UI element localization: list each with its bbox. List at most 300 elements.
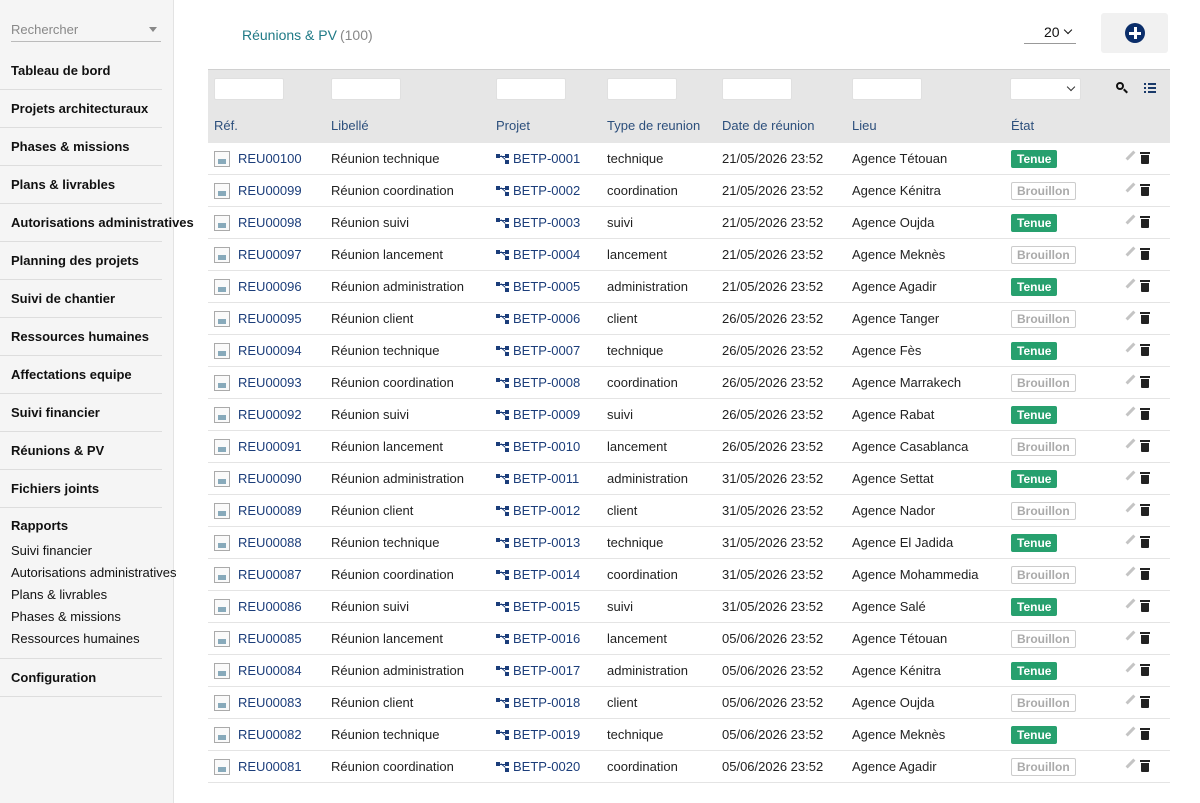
sidebar-item-tableau-de-bord[interactable]: Tableau de bord: [0, 52, 162, 90]
image-placeholder-icon: [214, 695, 230, 711]
image-placeholder-icon: [214, 439, 230, 455]
project-link[interactable]: [496, 623, 580, 654]
project-tree-icon: [496, 282, 509, 292]
type-cell: client: [607, 311, 638, 326]
table-row[interactable]: [208, 751, 1170, 783]
sidebar-item-planning-des-projets[interactable]: Planning des projets: [0, 242, 162, 280]
project-code[interactable]: BETP-0010: [513, 439, 581, 454]
project-code[interactable]: BETP-0004: [513, 247, 581, 262]
libelle-cell: Réunion coordination: [331, 759, 454, 774]
project-link[interactable]: [496, 271, 580, 302]
table-header: [208, 69, 1170, 143]
ref-link[interactable]: REU00100: [238, 151, 302, 166]
project-code[interactable]: BETP-0003: [513, 215, 581, 230]
pencil-icon[interactable]: [1126, 503, 1136, 513]
project-tree-icon: [496, 154, 509, 164]
libelle-cell: Réunion suivi: [331, 599, 410, 614]
status-badge: Tenue: [1011, 598, 1057, 616]
project-code[interactable]: BETP-0012: [513, 503, 581, 518]
pencil-icon[interactable]: [1126, 183, 1136, 193]
table-row[interactable]: [208, 495, 1170, 527]
project-link[interactable]: [496, 527, 580, 558]
project-tree-icon: [496, 218, 509, 228]
ref-link[interactable]: REU00093: [238, 375, 302, 390]
filter-projet[interactable]: [496, 78, 566, 100]
type-cell: technique: [607, 535, 664, 550]
table-row[interactable]: [208, 431, 1170, 463]
ref-link[interactable]: REU00083: [238, 695, 302, 710]
table-row[interactable]: [208, 143, 1170, 175]
lieu-cell: Agence Tanger: [852, 311, 940, 326]
lieu-cell: Agence Agadir: [852, 279, 937, 294]
table-row[interactable]: [208, 527, 1170, 559]
libelle-cell: Réunion client: [331, 695, 414, 710]
project-code[interactable]: BETP-0011: [513, 471, 580, 486]
date-cell: 05/06/2026 23:52: [722, 663, 824, 678]
project-link[interactable]: [496, 463, 579, 494]
type-cell: technique: [607, 343, 664, 358]
project-code[interactable]: BETP-0014: [513, 567, 581, 582]
sidebar-item-suivi-de-chantier[interactable]: Suivi de chantier: [0, 280, 162, 318]
ref-link[interactable]: REU00091: [238, 439, 302, 454]
trash-icon[interactable]: [1140, 376, 1150, 388]
project-tree-icon: [496, 730, 509, 740]
trash-icon[interactable]: [1140, 728, 1150, 740]
image-placeholder-icon: [214, 471, 230, 487]
type-cell: suivi: [607, 407, 634, 422]
date-cell: 26/05/2026 23:52: [722, 439, 824, 454]
page-title-text: Réunions & PV: [242, 27, 337, 43]
date-cell: 26/05/2026 23:52: [722, 343, 824, 358]
ref-link[interactable]: REU00094: [238, 343, 302, 358]
project-link[interactable]: [496, 399, 580, 430]
table-body: [208, 143, 1170, 783]
image-placeholder-icon: [214, 311, 230, 327]
image-placeholder-icon: [214, 567, 230, 583]
pencil-icon[interactable]: [1126, 631, 1136, 641]
table-row[interactable]: [208, 271, 1170, 303]
trash-icon[interactable]: [1140, 184, 1150, 196]
status-badge: Brouillon: [1011, 374, 1076, 392]
date-cell: 21/05/2026 23:52: [722, 279, 824, 294]
trash-icon[interactable]: [1140, 600, 1150, 612]
project-tree-icon: [496, 186, 509, 196]
sidebar-item-affectations-equipe[interactable]: Affectations equipe: [0, 356, 162, 394]
table-row[interactable]: [208, 239, 1170, 271]
date-cell: 26/05/2026 23:52: [722, 311, 824, 326]
type-cell: coordination: [607, 567, 678, 582]
list-icon[interactable]: [1144, 83, 1156, 93]
sidebar-report-item[interactable]: Suivi financier: [11, 543, 92, 558]
type-cell: coordination: [607, 759, 678, 774]
image-placeholder-icon: [214, 663, 230, 679]
lieu-cell: Agence Nador: [852, 503, 936, 518]
libelle-cell: Réunion client: [331, 311, 414, 326]
pencil-icon[interactable]: [1126, 663, 1136, 673]
table-row[interactable]: [208, 303, 1170, 335]
status-badge: Tenue: [1011, 662, 1057, 680]
page-size-select[interactable]: [1024, 22, 1076, 44]
type-cell: technique: [607, 727, 664, 742]
project-tree-icon: [496, 634, 509, 644]
table-row[interactable]: [208, 207, 1170, 239]
sidebar-group-rapports: [0, 508, 177, 659]
type-cell: technique: [607, 151, 664, 166]
ref-link[interactable]: REU00082: [238, 727, 302, 742]
lieu-cell: Agence Fès: [852, 343, 922, 358]
trash-icon[interactable]: [1140, 568, 1150, 580]
sidebar-report-item[interactable]: Plans & livrables: [11, 587, 108, 602]
pencil-icon[interactable]: [1126, 535, 1136, 545]
type-cell: lancement: [607, 439, 667, 454]
project-code[interactable]: BETP-0013: [513, 535, 581, 550]
table-row[interactable]: [208, 399, 1170, 431]
pencil-icon[interactable]: [1126, 215, 1136, 225]
pencil-icon[interactable]: [1126, 247, 1136, 257]
pencil-icon[interactable]: [1126, 375, 1136, 385]
ref-link[interactable]: REU00081: [238, 759, 302, 774]
type-cell: administration: [607, 279, 688, 294]
project-link[interactable]: [496, 335, 580, 366]
trash-icon[interactable]: [1140, 344, 1150, 356]
trash-icon[interactable]: [1140, 216, 1150, 228]
table-row[interactable]: [208, 655, 1170, 687]
sidebar-report-item[interactable]: Autorisations administratives: [11, 565, 177, 580]
column-header-type[interactable]: Type de reunion: [607, 118, 701, 133]
ref-link[interactable]: REU00097: [238, 247, 302, 262]
date-cell: 05/06/2026 23:52: [722, 631, 824, 646]
lieu-cell: Agence Kénitra: [852, 663, 941, 678]
status-badge: Brouillon: [1011, 502, 1076, 520]
project-link[interactable]: [496, 143, 580, 174]
sidebar-item-suivi-financier[interactable]: Suivi financier: [0, 394, 162, 432]
plus-circle-icon: [1125, 23, 1145, 43]
image-placeholder-icon: [214, 343, 230, 359]
search-icon[interactable]: [1116, 82, 1128, 94]
image-placeholder-icon: [214, 727, 230, 743]
status-badge: Tenue: [1011, 534, 1057, 552]
project-link[interactable]: [496, 591, 580, 622]
lieu-cell: Agence Meknès: [852, 247, 946, 262]
project-tree-icon: [496, 314, 509, 324]
project-code[interactable]: BETP-0019: [513, 727, 581, 742]
chevron-down-icon: [1064, 26, 1072, 34]
project-tree-icon: [496, 570, 509, 580]
ref-link[interactable]: REU00095: [238, 311, 302, 326]
sidebar-nav: [0, 52, 194, 697]
date-cell: 31/05/2026 23:52: [722, 599, 824, 614]
trash-icon[interactable]: [1140, 440, 1150, 452]
project-tree-icon: [496, 442, 509, 452]
project-tree-icon: [496, 410, 509, 420]
trash-icon[interactable]: [1140, 152, 1150, 164]
status-badge: Tenue: [1011, 278, 1057, 296]
pencil-icon[interactable]: [1126, 407, 1136, 417]
lieu-cell: Agence Agadir: [852, 759, 937, 774]
trash-icon[interactable]: [1140, 632, 1150, 644]
trash-icon[interactable]: [1140, 664, 1150, 676]
status-badge: Tenue: [1011, 342, 1057, 360]
ref-link[interactable]: REU00089: [238, 503, 302, 518]
table-row[interactable]: [208, 335, 1170, 367]
trash-icon[interactable]: [1140, 248, 1150, 260]
status-badge: Brouillon: [1011, 630, 1076, 648]
project-code[interactable]: BETP-0007: [513, 343, 581, 358]
project-tree-icon: [496, 762, 509, 772]
filter-date[interactable]: [722, 78, 792, 100]
trash-icon[interactable]: [1140, 472, 1150, 484]
project-link[interactable]: [496, 175, 580, 206]
libelle-cell: Réunion administration: [331, 279, 464, 294]
date-cell: 31/05/2026 23:52: [722, 567, 824, 582]
libelle-cell: Réunion technique: [331, 151, 440, 166]
column-header-projet[interactable]: Projet: [496, 118, 530, 133]
trash-icon[interactable]: [1140, 696, 1150, 708]
project-code[interactable]: BETP-0016: [513, 631, 581, 646]
date-cell: 21/05/2026 23:52: [722, 215, 824, 230]
add-button[interactable]: [1101, 13, 1168, 53]
type-cell: coordination: [607, 183, 678, 198]
date-cell: 05/06/2026 23:52: [722, 695, 824, 710]
pencil-icon[interactable]: [1126, 439, 1136, 449]
page-title: [242, 27, 373, 43]
ref-link[interactable]: REU00086: [238, 599, 302, 614]
pencil-icon[interactable]: [1126, 727, 1136, 737]
ref-link[interactable]: REU00098: [238, 215, 302, 230]
pencil-icon[interactable]: [1126, 759, 1136, 769]
table-row[interactable]: [208, 367, 1170, 399]
lieu-cell: Agence Kénitra: [852, 183, 941, 198]
lieu-cell: Agence Tétouan: [852, 151, 948, 166]
project-code[interactable]: BETP-0020: [513, 759, 581, 774]
filter-lieu[interactable]: [852, 78, 922, 100]
ref-link[interactable]: REU00090: [238, 471, 302, 486]
sidebar-item-ressources-humaines[interactable]: Ressources humaines: [0, 318, 162, 356]
project-code[interactable]: BETP-0015: [513, 599, 581, 614]
sidebar-item-projets-architecturaux[interactable]: Projets architecturaux: [0, 90, 162, 128]
pencil-icon[interactable]: [1126, 471, 1136, 481]
image-placeholder-icon: [214, 599, 230, 615]
libelle-cell: Réunion technique: [331, 343, 440, 358]
lieu-cell: Agence Salé: [852, 599, 926, 614]
status-badge: Tenue: [1011, 150, 1057, 168]
pencil-icon[interactable]: [1126, 567, 1136, 577]
ref-link[interactable]: REU00096: [238, 279, 302, 294]
project-link[interactable]: [496, 751, 580, 782]
project-link[interactable]: [496, 655, 580, 686]
date-cell: 21/05/2026 23:52: [722, 247, 824, 262]
lieu-cell: Agence El Jadida: [852, 535, 954, 550]
record-count: (100): [339, 27, 373, 43]
lieu-cell: Agence Meknès: [852, 727, 946, 742]
pencil-icon[interactable]: [1126, 695, 1136, 705]
trash-icon[interactable]: [1140, 536, 1150, 548]
column-header-ref[interactable]: Réf.: [214, 118, 238, 133]
project-link[interactable]: [496, 367, 580, 398]
date-cell: 31/05/2026 23:52: [722, 535, 824, 550]
libelle-cell: Réunion administration: [331, 471, 464, 486]
project-tree-icon: [496, 378, 509, 388]
ref-link[interactable]: REU00099: [238, 183, 302, 198]
image-placeholder-icon: [214, 759, 230, 775]
project-code[interactable]: BETP-0006: [513, 311, 581, 326]
libelle-cell: Réunion lancement: [331, 631, 444, 646]
project-code[interactable]: BETP-0009: [513, 407, 581, 422]
image-placeholder-icon: [214, 535, 230, 551]
project-link[interactable]: [496, 495, 580, 526]
project-tree-icon: [496, 506, 509, 516]
trash-icon[interactable]: [1140, 408, 1150, 420]
chevron-down-icon: [1067, 83, 1075, 91]
libelle-cell: Réunion lancement: [331, 247, 444, 262]
filter-etat-select[interactable]: [1010, 78, 1081, 100]
status-badge: Brouillon: [1011, 694, 1076, 712]
status-badge: Brouillon: [1011, 438, 1076, 456]
project-code[interactable]: BETP-0005: [513, 279, 581, 294]
table-row[interactable]: [208, 559, 1170, 591]
project-link[interactable]: [496, 719, 580, 750]
table-row[interactable]: [208, 175, 1170, 207]
project-tree-icon: [496, 666, 509, 676]
caret-down-icon[interactable]: [149, 27, 157, 32]
filter-type[interactable]: [607, 78, 677, 100]
table-row[interactable]: [208, 687, 1170, 719]
date-cell: 05/06/2026 23:52: [722, 727, 824, 742]
project-link[interactable]: [496, 239, 580, 270]
project-code[interactable]: BETP-0001: [513, 151, 581, 166]
libelle-cell: Réunion lancement: [331, 439, 444, 454]
project-code[interactable]: BETP-0002: [513, 183, 581, 198]
project-tree-icon: [496, 602, 509, 612]
sidebar-report-item[interactable]: Phases & missions: [11, 609, 121, 624]
project-tree-icon: [496, 698, 509, 708]
pencil-icon[interactable]: [1126, 279, 1136, 289]
lieu-cell: Agence Oujda: [852, 695, 935, 710]
status-badge: Tenue: [1011, 470, 1057, 488]
image-placeholder-icon: [214, 375, 230, 391]
trash-icon[interactable]: [1140, 312, 1150, 324]
project-link[interactable]: [496, 431, 580, 462]
table-row[interactable]: [208, 623, 1170, 655]
sidebar-item-configuration[interactable]: Configuration: [0, 659, 162, 697]
lieu-cell: Agence Casablanca: [852, 439, 969, 454]
status-badge: Brouillon: [1011, 182, 1076, 200]
date-cell: 26/05/2026 23:52: [722, 407, 824, 422]
column-header-libelle[interactable]: Libellé: [331, 118, 369, 133]
libelle-cell: Réunion administration: [331, 663, 464, 678]
type-cell: administration: [607, 663, 688, 678]
image-placeholder-icon: [214, 503, 230, 519]
status-badge: Tenue: [1011, 214, 1057, 232]
pencil-icon[interactable]: [1126, 343, 1136, 353]
column-header-lieu[interactable]: Lieu: [852, 118, 877, 133]
filter-libelle[interactable]: [331, 78, 401, 100]
image-placeholder-icon: [214, 247, 230, 263]
status-badge: Brouillon: [1011, 246, 1076, 264]
date-cell: 21/05/2026 23:52: [722, 151, 824, 166]
sidebar-item-phases-missions[interactable]: Phases & missions: [0, 128, 162, 166]
project-code[interactable]: BETP-0008: [513, 375, 581, 390]
image-placeholder-icon: [214, 407, 230, 423]
project-tree-icon: [496, 346, 509, 356]
lieu-cell: Agence Settat: [852, 471, 934, 486]
project-link[interactable]: [496, 207, 580, 238]
filter-ref[interactable]: [214, 78, 284, 100]
project-link[interactable]: [496, 303, 580, 334]
column-header-etat[interactable]: État: [1011, 118, 1035, 133]
libelle-cell: Réunion coordination: [331, 183, 454, 198]
type-cell: client: [607, 695, 638, 710]
type-cell: lancement: [607, 247, 667, 262]
ref-link[interactable]: REU00084: [238, 663, 302, 678]
sidebar-item-autorisations-administratives[interactable]: Autorisations administratives: [0, 204, 162, 242]
lieu-cell: Agence Mohammedia: [852, 567, 979, 582]
libelle-cell: Réunion technique: [331, 535, 440, 550]
project-link[interactable]: [496, 687, 580, 718]
trash-icon[interactable]: [1140, 760, 1150, 772]
sidebar: [0, 0, 194, 803]
date-cell: 31/05/2026 23:52: [722, 471, 824, 486]
sidebar-item-reunions-pv[interactable]: Réunions & PV: [0, 432, 162, 470]
project-code[interactable]: BETP-0017: [513, 663, 581, 678]
date-cell: 21/05/2026 23:52: [722, 183, 824, 198]
image-placeholder-icon: [214, 151, 230, 167]
status-badge: Tenue: [1011, 726, 1057, 744]
libelle-cell: Réunion suivi: [331, 215, 410, 230]
image-placeholder-icon: [214, 279, 230, 295]
project-link[interactable]: [496, 559, 580, 590]
image-placeholder-icon: [214, 215, 230, 231]
status-badge: Brouillon: [1011, 310, 1076, 328]
type-cell: coordination: [607, 375, 678, 390]
project-tree-icon: [496, 538, 509, 548]
date-cell: 31/05/2026 23:52: [722, 503, 824, 518]
trash-icon[interactable]: [1140, 504, 1150, 516]
status-badge: Brouillon: [1011, 758, 1076, 776]
status-badge: Tenue: [1011, 406, 1057, 424]
trash-icon[interactable]: [1140, 280, 1150, 292]
lieu-cell: Agence Rabat: [852, 407, 935, 422]
meetings-table: [208, 69, 1170, 783]
pencil-icon[interactable]: [1126, 311, 1136, 321]
ref-link[interactable]: REU00085: [238, 631, 302, 646]
image-placeholder-icon: [214, 183, 230, 199]
sidebar-item-fichiers-joints[interactable]: Fichiers joints: [0, 470, 162, 508]
project-tree-icon: [496, 250, 509, 260]
type-cell: lancement: [607, 631, 667, 646]
ref-link[interactable]: REU00087: [238, 567, 302, 582]
sidebar-group-title: Rapports: [11, 518, 69, 533]
project-code[interactable]: BETP-0018: [513, 695, 581, 710]
pencil-icon[interactable]: [1126, 151, 1136, 161]
sidebar-report-item[interactable]: Ressources humaines: [11, 631, 140, 646]
libelle-cell: Réunion coordination: [331, 567, 454, 582]
table-row[interactable]: [208, 591, 1170, 623]
ref-link[interactable]: REU00092: [238, 407, 302, 422]
sidebar-item-plans-livrables[interactable]: Plans & livrables: [0, 166, 162, 204]
lieu-cell: Agence Oujda: [852, 215, 935, 230]
sidebar-search[interactable]: [11, 21, 161, 42]
table-row[interactable]: [208, 463, 1170, 495]
column-header-date[interactable]: Date de réunion: [722, 118, 815, 133]
ref-link[interactable]: REU00088: [238, 535, 302, 550]
libelle-cell: Réunion client: [331, 503, 414, 518]
search-input[interactable]: Rechercher: [11, 22, 79, 37]
type-cell: client: [607, 503, 638, 518]
pencil-icon[interactable]: [1126, 599, 1136, 609]
table-row[interactable]: [208, 719, 1170, 751]
image-placeholder-icon: [214, 631, 230, 647]
